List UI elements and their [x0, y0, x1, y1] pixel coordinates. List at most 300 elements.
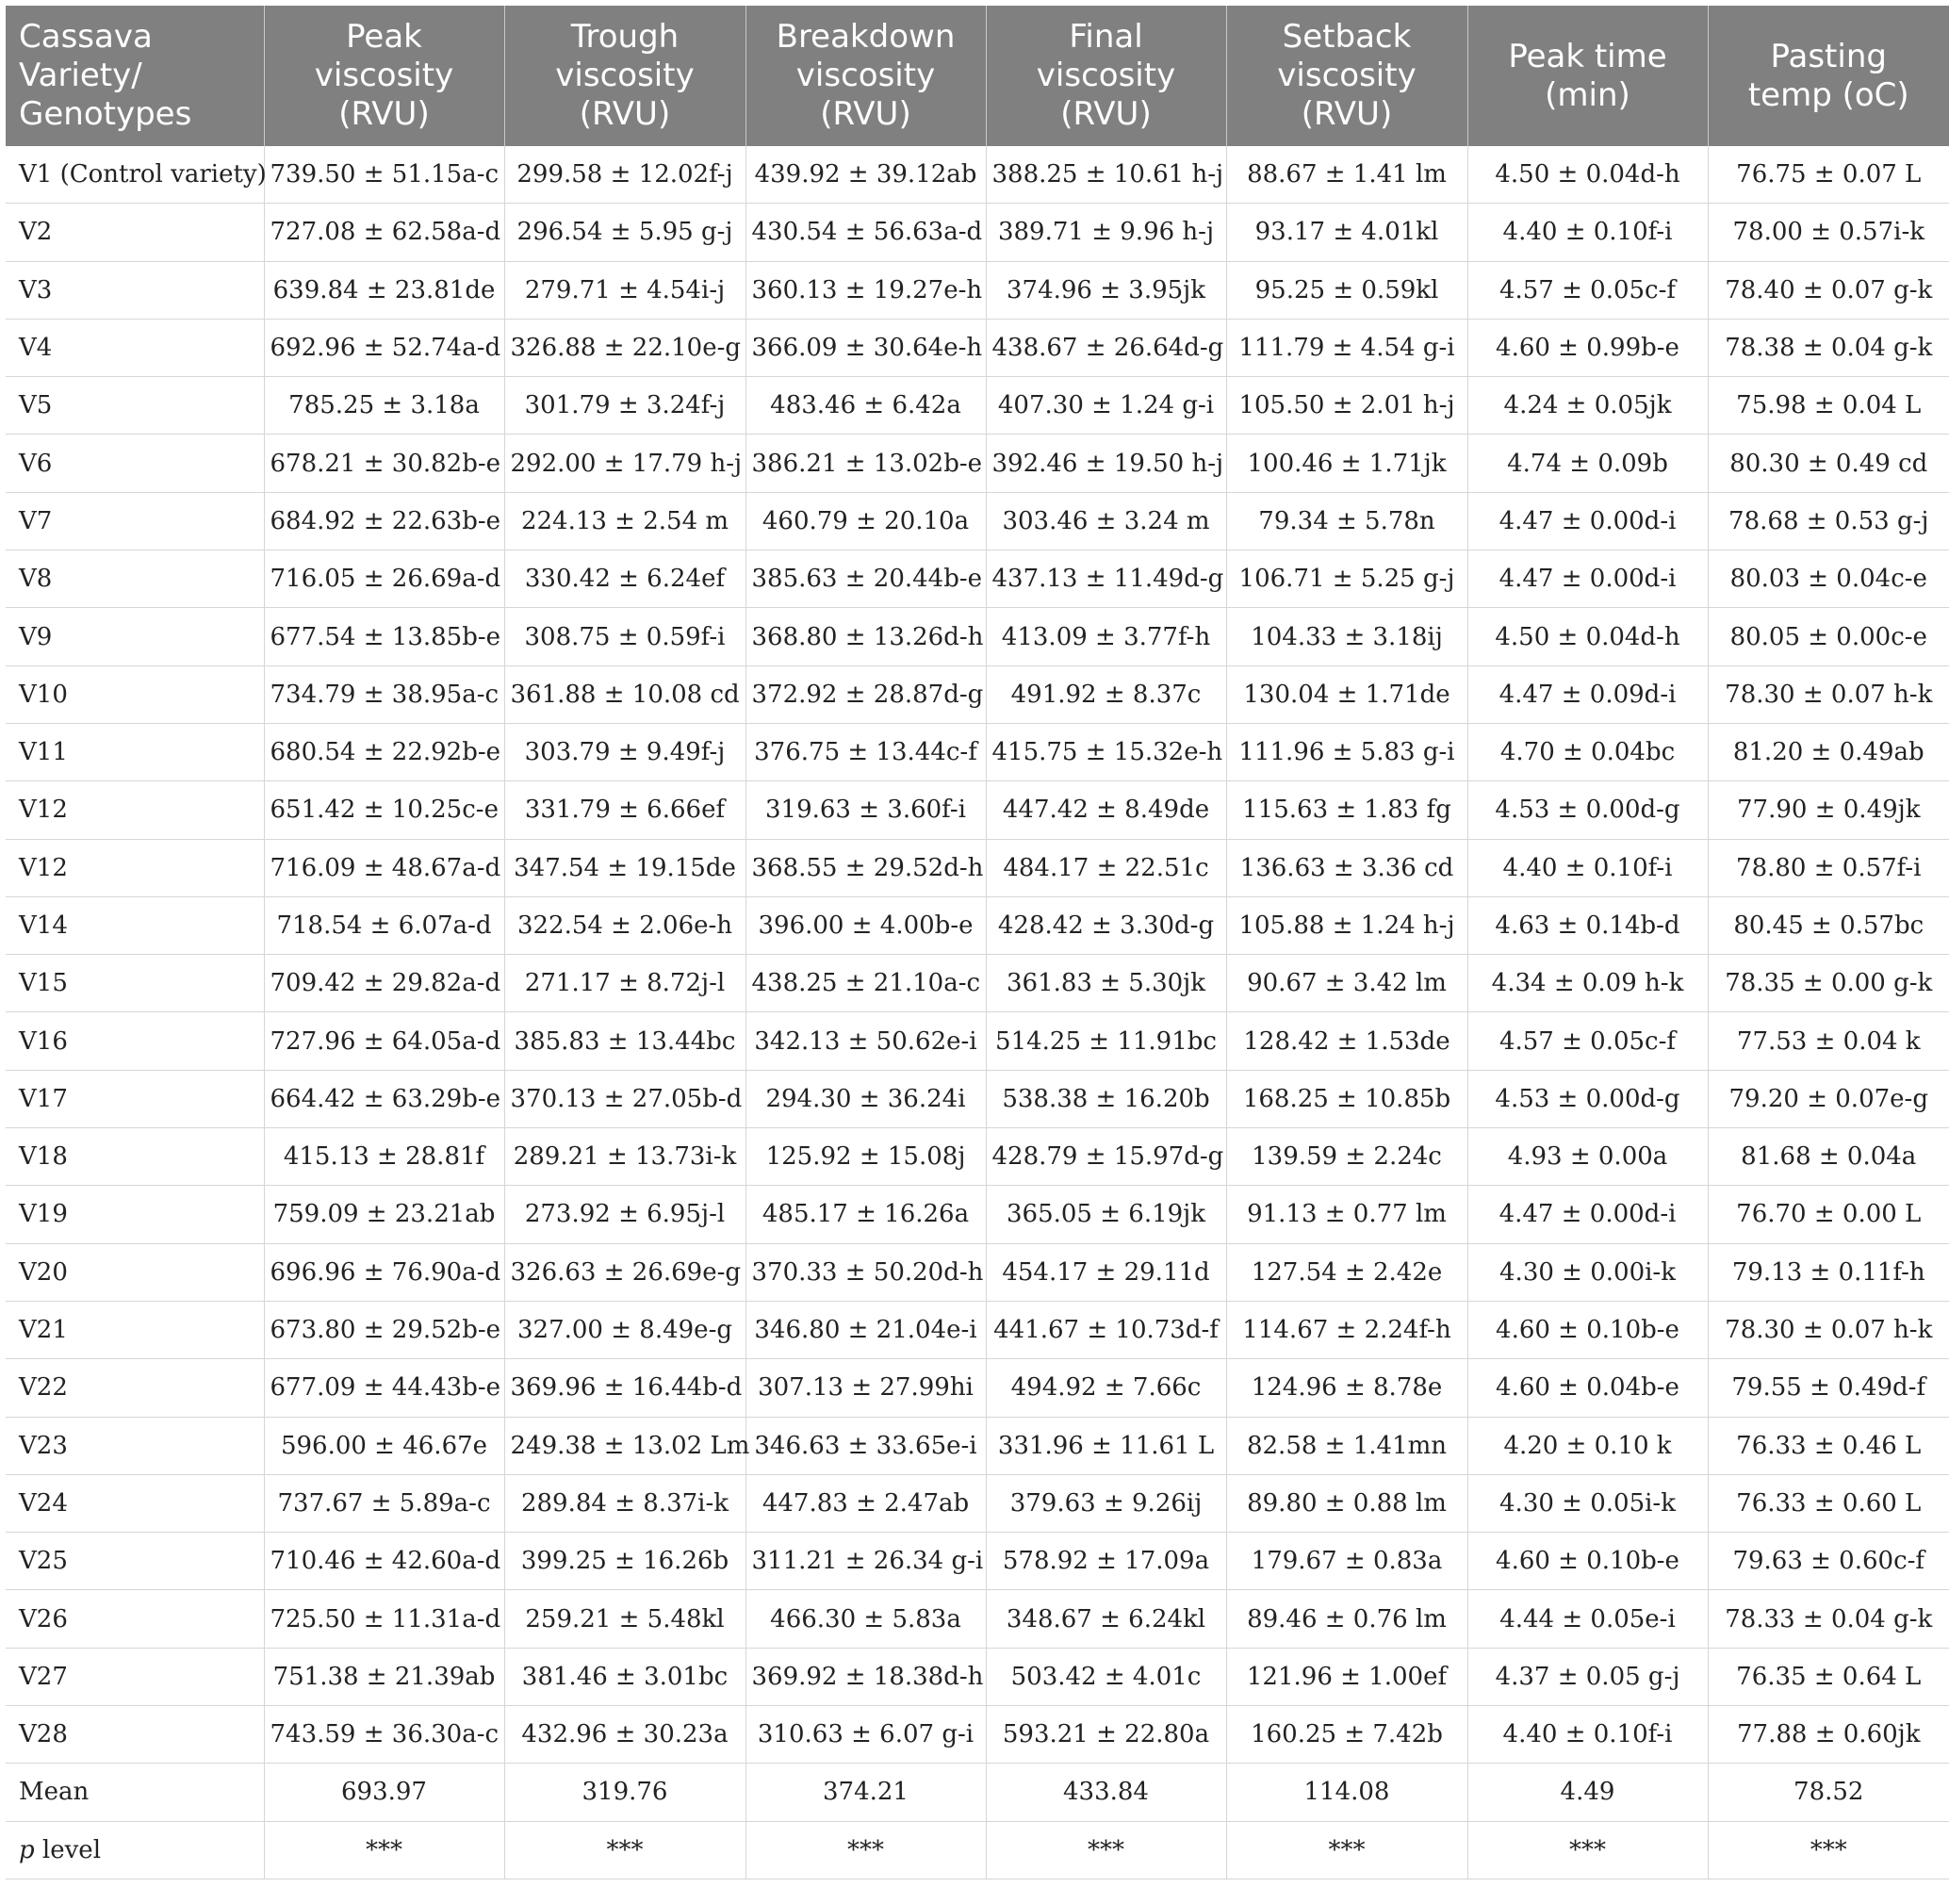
- value-cell: 346.80 ± 21.04e-i: [745, 1301, 986, 1358]
- value-cell: 80.03 ± 0.04c-e: [1708, 550, 1949, 608]
- value-cell: 4.20 ± 0.10 k: [1467, 1417, 1708, 1474]
- row-label-cell: V18: [6, 1128, 264, 1186]
- table-row: [6, 1706, 1949, 1764]
- value-cell: 4.34 ± 0.09 h-k: [1467, 955, 1708, 1012]
- value-cell: 79.20 ± 0.07e-g: [1708, 1070, 1949, 1127]
- row-label-cell: V20: [6, 1243, 264, 1301]
- value-cell: 79.34 ± 5.78n: [1226, 492, 1467, 550]
- value-cell: 361.88 ± 10.08 cd: [504, 665, 745, 723]
- value-cell: 428.79 ± 15.97d-g: [986, 1128, 1226, 1186]
- value-cell: 4.60 ± 0.99b-e: [1467, 319, 1708, 376]
- value-cell: 105.50 ± 2.01 h-j: [1226, 377, 1467, 435]
- value-cell: 430.54 ± 56.63a-d: [745, 204, 986, 261]
- value-cell: 81.20 ± 0.49ab: [1708, 723, 1949, 780]
- value-cell: 389.71 ± 9.96 h-j: [986, 204, 1226, 261]
- table-row: [6, 608, 1949, 665]
- value-cell: 77.53 ± 0.04 k: [1708, 1012, 1949, 1070]
- column-header-line: Final: [1069, 18, 1143, 56]
- table-row: [6, 665, 1949, 723]
- value-cell: 125.92 ± 15.08j: [745, 1128, 986, 1186]
- value-cell: 415.75 ± 15.32e-h: [986, 723, 1226, 780]
- row-label-cell: V7: [6, 492, 264, 550]
- column-header-line: Breakdown: [776, 18, 956, 56]
- column-header: [6, 6, 264, 146]
- value-cell: 4.93 ± 0.00a: [1467, 1128, 1708, 1186]
- value-cell: 368.80 ± 13.26d-h: [745, 608, 986, 665]
- value-cell: 289.21 ± 13.73i-k: [504, 1128, 745, 1186]
- value-cell: 785.25 ± 3.18a: [264, 377, 504, 435]
- value-cell: 279.71 ± 4.54i-j: [504, 261, 745, 319]
- table-row: [6, 261, 1949, 319]
- value-cell: 289.84 ± 8.37i-k: [504, 1474, 745, 1532]
- value-cell: 299.58 ± 12.02f-j: [504, 146, 745, 204]
- value-cell: 78.40 ± 0.07 g-k: [1708, 261, 1949, 319]
- table-row: [6, 204, 1949, 261]
- value-cell: 128.42 ± 1.53de: [1226, 1012, 1467, 1070]
- value-cell: 514.25 ± 11.91bc: [986, 1012, 1226, 1070]
- value-cell: 369.92 ± 18.38d-h: [745, 1648, 986, 1705]
- row-label-cell: V2: [6, 204, 264, 261]
- value-cell: 4.57 ± 0.05c-f: [1467, 261, 1708, 319]
- value-cell: 396.00 ± 4.00b-e: [745, 896, 986, 954]
- value-cell: 454.17 ± 29.11d: [986, 1243, 1226, 1301]
- value-cell: 494.92 ± 7.66c: [986, 1359, 1226, 1417]
- column-header-line: viscosity: [1277, 57, 1417, 94]
- significance-cell: ***: [986, 1821, 1226, 1879]
- value-cell: 4.40 ± 0.10f-i: [1467, 839, 1708, 896]
- table-row: [6, 435, 1949, 492]
- value-cell: 303.46 ± 3.24 m: [986, 492, 1226, 550]
- value-cell: 365.05 ± 6.19jk: [986, 1186, 1226, 1243]
- value-cell: 447.42 ± 8.49de: [986, 781, 1226, 839]
- value-cell: 664.42 ± 63.29b-e: [264, 1070, 504, 1127]
- column-header-line: Variety/: [19, 57, 142, 94]
- value-cell: 376.75 ± 13.44c-f: [745, 723, 986, 780]
- value-cell: 4.57 ± 0.05c-f: [1467, 1012, 1708, 1070]
- value-cell: 680.54 ± 22.92b-e: [264, 723, 504, 780]
- table-row: [6, 896, 1949, 954]
- value-cell: 439.92 ± 39.12ab: [745, 146, 986, 204]
- row-label-cell: V25: [6, 1533, 264, 1590]
- value-cell: 80.30 ± 0.49 cd: [1708, 435, 1949, 492]
- table-row: [6, 1590, 1949, 1648]
- value-cell: 4.30 ± 0.05i-k: [1467, 1474, 1708, 1532]
- column-header-line: Pasting: [1770, 37, 1887, 75]
- value-cell: 485.17 ± 16.26a: [745, 1186, 986, 1243]
- significance-cell: ***: [745, 1821, 986, 1879]
- value-cell: 4.60 ± 0.10b-e: [1467, 1533, 1708, 1590]
- value-cell: 307.13 ± 27.99hi: [745, 1359, 986, 1417]
- column-header-line: (RVU): [1060, 95, 1152, 133]
- value-cell: 428.42 ± 3.30d-g: [986, 896, 1226, 954]
- value-cell: 578.92 ± 17.09a: [986, 1533, 1226, 1590]
- table-row: [6, 1012, 1949, 1070]
- value-cell: 78.00 ± 0.57i-k: [1708, 204, 1949, 261]
- column-header-line: Setback: [1282, 18, 1412, 56]
- column-header: [1708, 6, 1949, 146]
- table-row: [6, 492, 1949, 550]
- value-cell: 438.25 ± 21.10a-c: [745, 955, 986, 1012]
- value-cell: 727.96 ± 64.05a-d: [264, 1012, 504, 1070]
- value-cell: 759.09 ± 23.21ab: [264, 1186, 504, 1243]
- column-header-line: viscosity: [555, 57, 695, 94]
- value-cell: 77.90 ± 0.49jk: [1708, 781, 1949, 839]
- table-row: [6, 1417, 1949, 1474]
- value-cell: 407.30 ± 1.24 g-i: [986, 377, 1226, 435]
- row-label-cell: V16: [6, 1012, 264, 1070]
- value-cell: 75.98 ± 0.04 L: [1708, 377, 1949, 435]
- value-cell: 710.46 ± 42.60a-d: [264, 1533, 504, 1590]
- value-cell: 319.63 ± 3.60f-i: [745, 781, 986, 839]
- value-cell: 466.30 ± 5.83a: [745, 1590, 986, 1648]
- significance-cell: ***: [504, 1821, 745, 1879]
- value-cell: 381.46 ± 3.01bc: [504, 1648, 745, 1705]
- row-label-cell: V22: [6, 1359, 264, 1417]
- value-cell: 718.54 ± 6.07a-d: [264, 896, 504, 954]
- value-cell: 78.52: [1708, 1764, 1949, 1821]
- column-header-line: Genotypes: [19, 95, 192, 133]
- p-level-label: [6, 1821, 264, 1879]
- row-label-cell: V5: [6, 377, 264, 435]
- value-cell: 370.33 ± 50.20d-h: [745, 1243, 986, 1301]
- value-cell: 4.63 ± 0.14b-d: [1467, 896, 1708, 954]
- value-cell: 88.67 ± 1.41 lm: [1226, 146, 1467, 204]
- value-cell: 326.88 ± 22.10e-g: [504, 319, 745, 376]
- row-label-cell: V19: [6, 1186, 264, 1243]
- row-label-cell: V8: [6, 550, 264, 608]
- value-cell: 327.00 ± 8.49e-g: [504, 1301, 745, 1358]
- value-cell: 447.83 ± 2.47ab: [745, 1474, 986, 1532]
- value-cell: 725.50 ± 11.31a-d: [264, 1590, 504, 1648]
- value-cell: 716.05 ± 26.69a-d: [264, 550, 504, 608]
- value-cell: 372.92 ± 28.87d-g: [745, 665, 986, 723]
- value-cell: 4.60 ± 0.04b-e: [1467, 1359, 1708, 1417]
- value-cell: 379.63 ± 9.26ij: [986, 1474, 1226, 1532]
- value-cell: 130.04 ± 1.71de: [1226, 665, 1467, 723]
- significance-cell: ***: [1226, 1821, 1467, 1879]
- value-cell: 415.13 ± 28.81f: [264, 1128, 504, 1186]
- value-cell: 673.80 ± 29.52b-e: [264, 1301, 504, 1358]
- table-row: [6, 1764, 1949, 1821]
- column-header: [1467, 6, 1708, 146]
- table-row: [6, 146, 1949, 204]
- value-cell: 737.67 ± 5.89a-c: [264, 1474, 504, 1532]
- value-cell: 392.46 ± 19.50 h-j: [986, 435, 1226, 492]
- row-label-cell: V11: [6, 723, 264, 780]
- value-cell: 330.42 ± 6.24ef: [504, 550, 745, 608]
- value-cell: 483.46 ± 6.42a: [745, 377, 986, 435]
- value-cell: 296.54 ± 5.95 g-j: [504, 204, 745, 261]
- row-label-cell: V6: [6, 435, 264, 492]
- value-cell: 438.67 ± 26.64d-g: [986, 319, 1226, 376]
- value-cell: 310.63 ± 6.07 g-i: [745, 1706, 986, 1764]
- value-cell: 78.30 ± 0.07 h-k: [1708, 665, 1949, 723]
- value-cell: 696.96 ± 76.90a-d: [264, 1243, 504, 1301]
- value-cell: 433.84: [986, 1764, 1226, 1821]
- table-row: [6, 1070, 1949, 1127]
- value-cell: 326.63 ± 26.69e-g: [504, 1243, 745, 1301]
- value-cell: 319.76: [504, 1764, 745, 1821]
- value-cell: 179.67 ± 0.83a: [1226, 1533, 1467, 1590]
- value-cell: 78.33 ± 0.04 g-k: [1708, 1590, 1949, 1648]
- value-cell: 76.35 ± 0.64 L: [1708, 1648, 1949, 1705]
- value-cell: 727.08 ± 62.58a-d: [264, 204, 504, 261]
- value-cell: 106.71 ± 5.25 g-j: [1226, 550, 1467, 608]
- value-cell: 81.68 ± 0.04a: [1708, 1128, 1949, 1186]
- value-cell: 89.46 ± 0.76 lm: [1226, 1590, 1467, 1648]
- column-header-line: viscosity: [1036, 57, 1176, 94]
- row-label-cell: V14: [6, 896, 264, 954]
- p-symbol: p: [19, 1835, 35, 1864]
- value-cell: 693.97: [264, 1764, 504, 1821]
- value-cell: 4.49: [1467, 1764, 1708, 1821]
- row-label-cell: V27: [6, 1648, 264, 1705]
- column-header: [745, 6, 986, 146]
- table-row: [6, 1359, 1949, 1417]
- column-header-line: Trough: [570, 18, 680, 56]
- value-cell: 4.47 ± 0.00d-i: [1467, 1186, 1708, 1243]
- value-cell: 4.30 ± 0.00i-k: [1467, 1243, 1708, 1301]
- value-cell: 95.25 ± 0.59kl: [1226, 261, 1467, 319]
- value-cell: 82.58 ± 1.41mn: [1226, 1417, 1467, 1474]
- value-cell: 80.45 ± 0.57bc: [1708, 896, 1949, 954]
- table-row: [6, 550, 1949, 608]
- value-cell: 79.55 ± 0.49d-f: [1708, 1359, 1949, 1417]
- value-cell: 76.33 ± 0.46 L: [1708, 1417, 1949, 1474]
- table-row: [6, 1128, 1949, 1186]
- value-cell: 259.21 ± 5.48kl: [504, 1590, 745, 1648]
- value-cell: 79.63 ± 0.60c-f: [1708, 1533, 1949, 1590]
- row-label-cell: V28: [6, 1706, 264, 1764]
- value-cell: 460.79 ± 20.10a: [745, 492, 986, 550]
- table-row: [6, 955, 1949, 1012]
- row-label-cell: V26: [6, 1590, 264, 1648]
- row-label-cell: V15: [6, 955, 264, 1012]
- value-cell: 374.96 ± 3.95jk: [986, 261, 1226, 319]
- table-row: [6, 319, 1949, 376]
- value-cell: 432.96 ± 30.23a: [504, 1706, 745, 1764]
- column-header: [986, 6, 1226, 146]
- table-row: [6, 839, 1949, 896]
- value-cell: 4.50 ± 0.04d-h: [1467, 608, 1708, 665]
- value-cell: 80.05 ± 0.00c-e: [1708, 608, 1949, 665]
- value-cell: 160.25 ± 7.42b: [1226, 1706, 1467, 1764]
- value-cell: 90.67 ± 3.42 lm: [1226, 955, 1467, 1012]
- value-cell: 78.80 ± 0.57f-i: [1708, 839, 1949, 896]
- column-header-line: (RVU): [579, 95, 671, 133]
- value-cell: 4.60 ± 0.10b-e: [1467, 1301, 1708, 1358]
- value-cell: 4.24 ± 0.05jk: [1467, 377, 1708, 435]
- table-row: [6, 377, 1949, 435]
- value-cell: 76.75 ± 0.07 L: [1708, 146, 1949, 204]
- row-label-cell: Mean: [6, 1764, 264, 1821]
- value-cell: 4.47 ± 0.00d-i: [1467, 492, 1708, 550]
- value-cell: 678.21 ± 30.82b-e: [264, 435, 504, 492]
- row-label-cell: V10: [6, 665, 264, 723]
- value-cell: 388.25 ± 10.61 h-j: [986, 146, 1226, 204]
- significance-cell: ***: [1467, 1821, 1708, 1879]
- value-cell: 77.88 ± 0.60jk: [1708, 1706, 1949, 1764]
- value-cell: 111.79 ± 4.54 g-i: [1226, 319, 1467, 376]
- value-cell: 374.21: [745, 1764, 986, 1821]
- row-label-cell: V9: [6, 608, 264, 665]
- value-cell: 651.42 ± 10.25c-e: [264, 781, 504, 839]
- header-row: [6, 6, 1949, 146]
- value-cell: 346.63 ± 33.65e-i: [745, 1417, 986, 1474]
- value-cell: 331.96 ± 11.61 L: [986, 1417, 1226, 1474]
- value-cell: 491.92 ± 8.37c: [986, 665, 1226, 723]
- column-header: [264, 6, 504, 146]
- value-cell: 437.13 ± 11.49d-g: [986, 550, 1226, 608]
- value-cell: 104.33 ± 3.18ij: [1226, 608, 1467, 665]
- value-cell: 78.68 ± 0.53 g-j: [1708, 492, 1949, 550]
- table-body: [6, 146, 1949, 1879]
- value-cell: 366.09 ± 30.64e-h: [745, 319, 986, 376]
- value-cell: 484.17 ± 22.51c: [986, 839, 1226, 896]
- value-cell: 114.67 ± 2.24f-h: [1226, 1301, 1467, 1358]
- significance-cell: ***: [264, 1821, 504, 1879]
- value-cell: 386.21 ± 13.02b-e: [745, 435, 986, 492]
- value-cell: 692.96 ± 52.74a-d: [264, 319, 504, 376]
- value-cell: 593.21 ± 22.80a: [986, 1706, 1226, 1764]
- column-header-line: (RVU): [338, 95, 430, 133]
- table-row: [6, 781, 1949, 839]
- table-row: [6, 1474, 1949, 1532]
- value-cell: 734.79 ± 38.95a-c: [264, 665, 504, 723]
- p-level-text: level: [34, 1835, 102, 1864]
- value-cell: 76.33 ± 0.60 L: [1708, 1474, 1949, 1532]
- value-cell: 677.09 ± 44.43b-e: [264, 1359, 504, 1417]
- value-cell: 743.59 ± 36.30a-c: [264, 1706, 504, 1764]
- value-cell: 4.47 ± 0.00d-i: [1467, 550, 1708, 608]
- column-header-line: (RVU): [1301, 95, 1393, 133]
- value-cell: 100.46 ± 1.71jk: [1226, 435, 1467, 492]
- value-cell: 322.54 ± 2.06e-h: [504, 896, 745, 954]
- value-cell: 139.59 ± 2.24c: [1226, 1128, 1467, 1186]
- value-cell: 308.75 ± 0.59f-i: [504, 608, 745, 665]
- value-cell: 311.21 ± 26.34 g-i: [745, 1533, 986, 1590]
- table-row: [6, 1533, 1949, 1590]
- value-cell: 78.38 ± 0.04 g-k: [1708, 319, 1949, 376]
- value-cell: 303.79 ± 9.49f-j: [504, 723, 745, 780]
- value-cell: 596.00 ± 46.67e: [264, 1417, 504, 1474]
- row-label-cell: V21: [6, 1301, 264, 1358]
- value-cell: 111.96 ± 5.83 g-i: [1226, 723, 1467, 780]
- value-cell: 78.30 ± 0.07 h-k: [1708, 1301, 1949, 1358]
- value-cell: 677.54 ± 13.85b-e: [264, 608, 504, 665]
- row-label-cell: V23: [6, 1417, 264, 1474]
- column-header-line: Cassava: [19, 18, 153, 56]
- column-header-line: (min): [1545, 75, 1630, 114]
- value-cell: 136.63 ± 3.36 cd: [1226, 839, 1467, 896]
- value-cell: 4.37 ± 0.05 g-j: [1467, 1648, 1708, 1705]
- pasting-properties-table: [6, 6, 1949, 1879]
- value-cell: 294.30 ± 36.24i: [745, 1070, 986, 1127]
- value-cell: 292.00 ± 17.79 h-j: [504, 435, 745, 492]
- value-cell: 413.09 ± 3.77f-h: [986, 608, 1226, 665]
- value-cell: 79.13 ± 0.11f-h: [1708, 1243, 1949, 1301]
- row-label-cell: V4: [6, 319, 264, 376]
- value-cell: 399.25 ± 16.26b: [504, 1533, 745, 1590]
- value-cell: 76.70 ± 0.00 L: [1708, 1186, 1949, 1243]
- table-row: [6, 1648, 1949, 1705]
- value-cell: 4.40 ± 0.10f-i: [1467, 204, 1708, 261]
- value-cell: 684.92 ± 22.63b-e: [264, 492, 504, 550]
- value-cell: 716.09 ± 48.67a-d: [264, 839, 504, 896]
- column-header: [504, 6, 745, 146]
- row-label-cell: V1 (Control variety): [6, 146, 264, 204]
- value-cell: 224.13 ± 2.54 m: [504, 492, 745, 550]
- table-row: [6, 1186, 1949, 1243]
- value-cell: 78.35 ± 0.00 g-k: [1708, 955, 1949, 1012]
- value-cell: 93.17 ± 4.01kl: [1226, 204, 1467, 261]
- value-cell: 271.17 ± 8.72j-l: [504, 955, 745, 1012]
- value-cell: 348.67 ± 6.24kl: [986, 1590, 1226, 1648]
- value-cell: 347.54 ± 19.15de: [504, 839, 745, 896]
- value-cell: 385.83 ± 13.44bc: [504, 1012, 745, 1070]
- row-label-cell: V12: [6, 839, 264, 896]
- value-cell: 273.92 ± 6.95j-l: [504, 1186, 745, 1243]
- value-cell: 4.74 ± 0.09b: [1467, 435, 1708, 492]
- value-cell: 4.70 ± 0.04bc: [1467, 723, 1708, 780]
- value-cell: 91.13 ± 0.77 lm: [1226, 1186, 1467, 1243]
- value-cell: 4.53 ± 0.00d-g: [1467, 781, 1708, 839]
- value-cell: 168.25 ± 10.85b: [1226, 1070, 1467, 1127]
- column-header-line: (RVU): [820, 95, 911, 133]
- row-label-cell: V12: [6, 781, 264, 839]
- row-label-cell: V3: [6, 261, 264, 319]
- value-cell: 127.54 ± 2.42e: [1226, 1243, 1467, 1301]
- value-cell: 89.80 ± 0.88 lm: [1226, 1474, 1467, 1532]
- value-cell: 503.42 ± 4.01c: [986, 1648, 1226, 1705]
- value-cell: 4.50 ± 0.04d-h: [1467, 146, 1708, 204]
- column-header-line: Peak time: [1508, 37, 1667, 75]
- column-header-line: viscosity: [795, 57, 936, 94]
- column-header-line: temp (oC): [1747, 75, 1909, 114]
- value-cell: 4.47 ± 0.09d-i: [1467, 665, 1708, 723]
- value-cell: 739.50 ± 51.15a-c: [264, 146, 504, 204]
- value-cell: 751.38 ± 21.39ab: [264, 1648, 504, 1705]
- value-cell: 441.67 ± 10.73d-f: [986, 1301, 1226, 1358]
- value-cell: 639.84 ± 23.81de: [264, 261, 504, 319]
- value-cell: 114.08: [1226, 1764, 1467, 1821]
- column-header-line: Peak: [346, 18, 422, 56]
- row-label-cell: V24: [6, 1474, 264, 1532]
- value-cell: 115.63 ± 1.83 fg: [1226, 781, 1467, 839]
- value-cell: 105.88 ± 1.24 h-j: [1226, 896, 1467, 954]
- value-cell: 4.44 ± 0.05e-i: [1467, 1590, 1708, 1648]
- column-header-line: viscosity: [314, 57, 454, 94]
- column-header: [1226, 6, 1467, 146]
- table-row: [6, 1243, 1949, 1301]
- row-label-cell: V17: [6, 1070, 264, 1127]
- table-row: [6, 723, 1949, 780]
- significance-cell: ***: [1708, 1821, 1949, 1879]
- value-cell: 360.13 ± 19.27e-h: [745, 261, 986, 319]
- value-cell: 124.96 ± 8.78e: [1226, 1359, 1467, 1417]
- value-cell: 368.55 ± 29.52d-h: [745, 839, 986, 896]
- value-cell: 370.13 ± 27.05b-d: [504, 1070, 745, 1127]
- table-row: [6, 1301, 1949, 1358]
- value-cell: 361.83 ± 5.30jk: [986, 955, 1226, 1012]
- value-cell: 538.38 ± 16.20b: [986, 1070, 1226, 1127]
- p-level-row: [6, 1821, 1949, 1879]
- value-cell: 342.13 ± 50.62e-i: [745, 1012, 986, 1070]
- value-cell: 369.96 ± 16.44b-d: [504, 1359, 745, 1417]
- value-cell: 4.40 ± 0.10f-i: [1467, 1706, 1708, 1764]
- value-cell: 331.79 ± 6.66ef: [504, 781, 745, 839]
- value-cell: 121.96 ± 1.00ef: [1226, 1648, 1467, 1705]
